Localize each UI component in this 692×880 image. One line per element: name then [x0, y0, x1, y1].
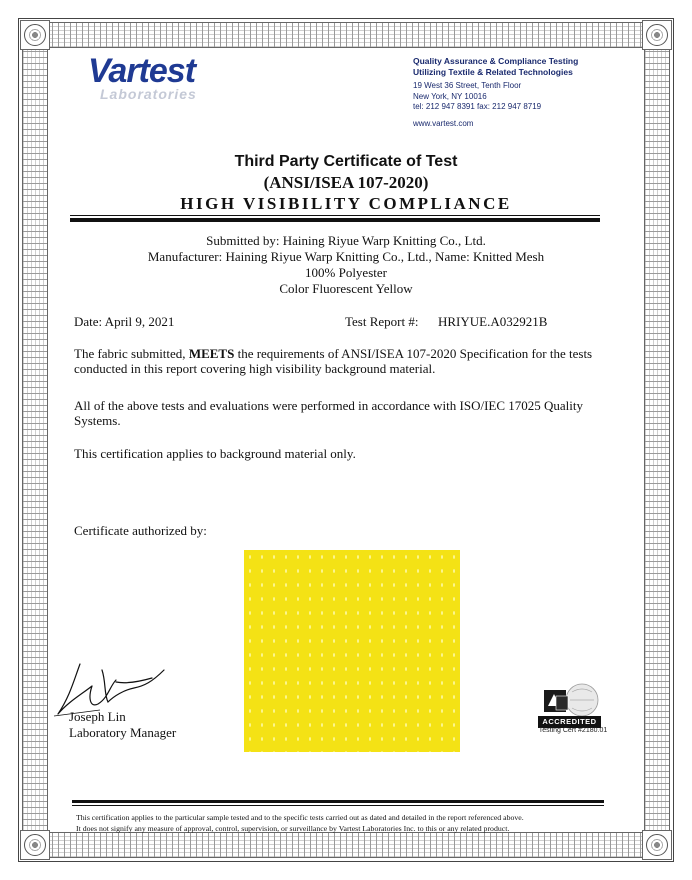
corner-rosette-icon [20, 20, 50, 50]
phone-fax: tel: 212 947 8391 fax: 212 947 8719 [413, 102, 542, 111]
fabric-swatch-image [244, 550, 460, 752]
report-number: HRIYUE.A032921B [438, 314, 548, 329]
corner-rosette-icon [642, 830, 672, 860]
certificate-title: Third Party Certificate of Test [234, 153, 458, 170]
lab-address-block [413, 56, 633, 129]
logo-subtitle: Laboratories [100, 86, 197, 102]
testing-cert-number: Testing Cert #2180.01 [538, 727, 608, 734]
signer-name: Joseph Lin [69, 709, 126, 724]
scope-statement: This certification applies to background material only. [74, 446, 356, 461]
disclaimer-line-2: It does not signify any measure of approval, control, supervision, or surveillance by Vartest Laboratories Inc. to this or any related product. [76, 824, 510, 833]
signer-title: Laboratory Manager [69, 725, 177, 740]
accredited-badge: ACCREDITED [538, 716, 601, 728]
footer-disclaimer [76, 812, 596, 834]
statement-prefix: The fabric submitted, [74, 346, 189, 361]
standard-title: (ANSI/ISEA 107-2020) [263, 173, 429, 192]
iso-statement: All of the above tests and evaluations were performed in accordance with ISO/IEC 17025 Quality Systems. [74, 398, 584, 428]
compliance-title: HIGH VISIBILITY COMPLIANCE [180, 194, 512, 213]
corner-rosette-icon [20, 830, 50, 860]
vartest-logo [88, 52, 228, 102]
website-link[interactable]: www.vartest.com [413, 118, 474, 128]
submitted-by: Submitted by: Haining Riyue Warp Knitting Co., Ltd. [206, 233, 486, 248]
ornamental-border-bottom [22, 832, 670, 858]
footer-divider [72, 805, 604, 806]
corner-rosette-icon [642, 20, 672, 50]
composition: 100% Polyester [305, 265, 387, 280]
address-line-2: New York, NY 10016 [413, 91, 487, 101]
report-number-label: Test Report #: [345, 314, 419, 329]
compliance-statement [74, 346, 604, 376]
meets-emphasis: MEETS [188, 346, 235, 361]
authorized-by-label: Certificate authorized by: [74, 523, 207, 538]
title-divider [70, 215, 600, 216]
ornamental-border-top [22, 22, 670, 48]
address-line-1: 19 West 36 Street, Tenth Floor [413, 81, 522, 90]
disclaimer-line-1: This certification applies to the particular sample tested and to the specific tests carried out as dated and detailed in the report referenced above. [76, 813, 524, 822]
footer-divider-thick [72, 800, 604, 803]
signer-block [69, 709, 176, 741]
manufacturer: Manufacturer: Haining Riyue Warp Knitting Co., Ltd., Name: Knitted Mesh [147, 249, 545, 264]
tagline-1: Quality Assurance & Compliance Testing [413, 56, 579, 66]
statement-suffix: the requirements of ANSI/ISEA 107-2020 Specification for the tests conducted in this report covering high visibility background material. [74, 346, 593, 376]
logo-wordmark: Vartest [88, 52, 196, 90]
certificate-date: Date: April 9, 2021 [74, 314, 175, 329]
fabric-color: Color Fluorescent Yellow [279, 281, 413, 296]
title-divider-thick [70, 218, 600, 222]
tagline-2: Utilizing Textile & Related Technologies [413, 66, 573, 77]
